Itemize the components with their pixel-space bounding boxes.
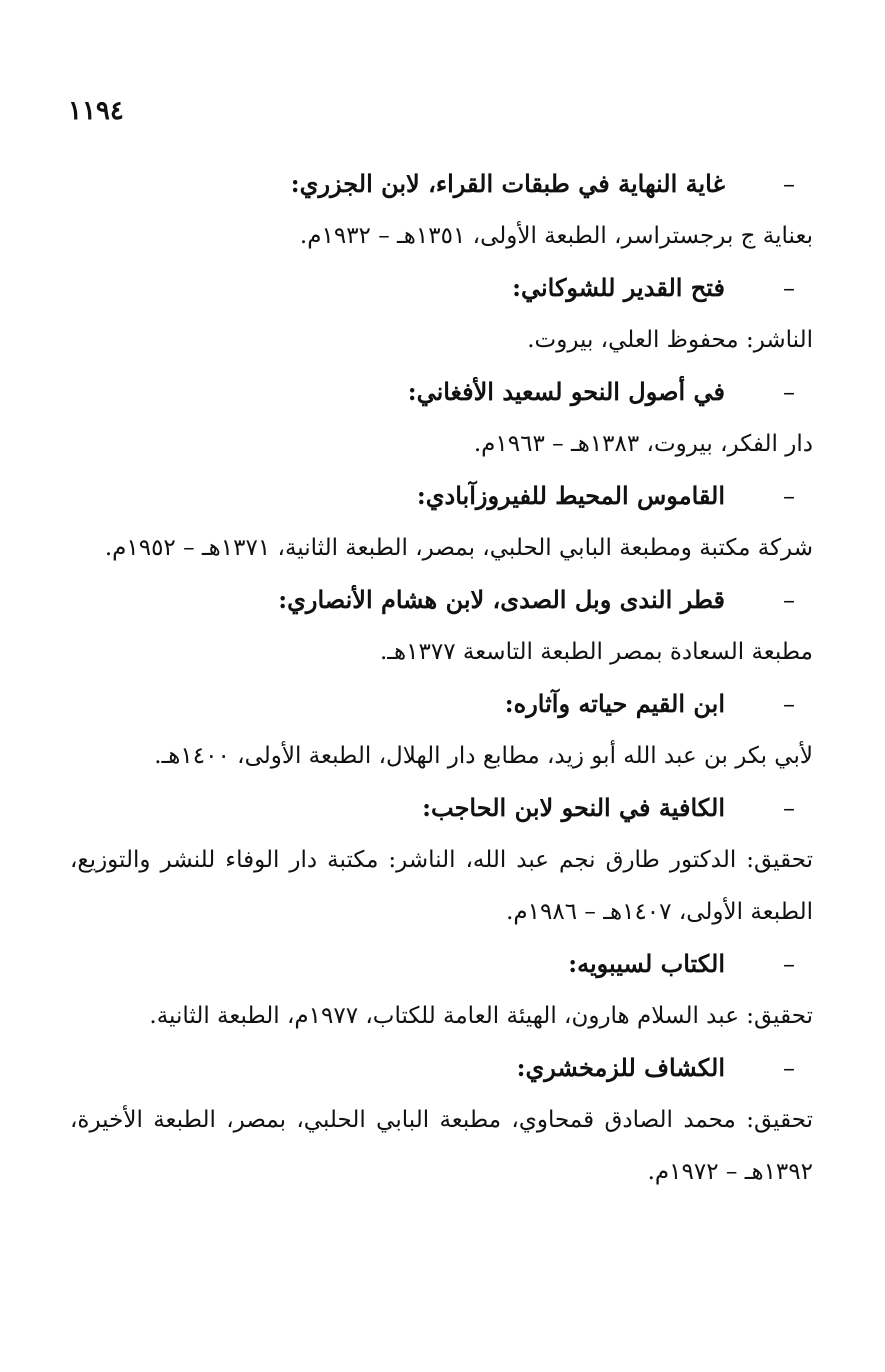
- entry-title: [70, 678, 813, 730]
- entry-title: [70, 1042, 813, 1094]
- dash-bullet: –: [783, 482, 795, 510]
- entry-title-text: القاموس المحيط للفيروزآبادي:: [416, 481, 725, 510]
- bibliography-list: [70, 158, 813, 1198]
- entry-description: تحقيق: الدكتور طارق نجم عبد الله، الناشر: مكتبة دار الوفاء للنشر والتوزيع، الطبعة الأولى، ١٤٠٧هـ – ١٩٨٦م.: [70, 847, 813, 925]
- dash-bullet: –: [783, 950, 795, 978]
- dash-bullet: –: [783, 586, 795, 614]
- bibliography-entry: [70, 678, 813, 782]
- entry-description: شركة مكتبة ومطبعة البابي الحلبي، بمصر، الطبعة الثانية، ١٣٧١هـ – ١٩٥٢م.: [104, 535, 813, 561]
- entry-description: تحقيق: محمد الصادق قمحاوي، مطبعة البابي الحلبي، بمصر، الطبعة الأخيرة، ١٣٩٢هـ – ١٩٧٢م.: [70, 1107, 813, 1185]
- entry-title: [70, 782, 813, 834]
- bibliography-entry: [70, 1042, 813, 1198]
- bibliography-entry: [70, 470, 813, 574]
- entry-title: [70, 158, 813, 210]
- entry-title-text: في أصول النحو لسعيد الأفغاني:: [407, 377, 725, 406]
- dash-bullet: –: [783, 378, 795, 406]
- entry-title: [70, 470, 813, 522]
- entry-description: تحقيق: عبد السلام هارون، الهيئة العامة للكتاب، ١٩٧٧م، الطبعة الثانية.: [149, 1003, 813, 1029]
- entry-description: الناشر: محفوظ العلي، بيروت.: [527, 327, 813, 353]
- entry-title-text: ابن القيم حياته وآثاره:: [504, 689, 725, 718]
- dash-bullet: –: [783, 1054, 795, 1082]
- entry-description: لأبي بكر بن عبد الله أبو زيد، مطابع دار الهلال، الطبعة الأولى، ١٤٠٠هـ.: [154, 743, 813, 769]
- entry-title: [70, 574, 813, 626]
- entry-description: بعناية ج برجستراسر، الطبعة الأولى، ١٣٥١هـ – ١٩٣٢م.: [299, 223, 813, 249]
- entry-title-text: الكافية في النحو لابن الحاجب:: [422, 793, 725, 822]
- entry-description: مطبعة السعادة بمصر الطبعة التاسعة ١٣٧٧هـ.: [379, 639, 813, 665]
- bibliography-entry: [70, 574, 813, 678]
- entry-title: [70, 366, 813, 418]
- entry-title-text: قطر الندى وبل الصدى، لابن هشام الأنصاري:: [278, 585, 725, 614]
- dash-bullet: –: [783, 274, 795, 302]
- bibliography-entry: [70, 158, 813, 262]
- dash-bullet: –: [783, 794, 795, 822]
- entry-description: دار الفكر، بيروت، ١٣٨٣هـ – ١٩٦٣م.: [473, 431, 813, 457]
- bibliography-entry: [70, 782, 813, 938]
- bibliography-entry: [70, 262, 813, 366]
- bibliography-entry: [70, 938, 813, 1042]
- page-number: ١١٩٤: [68, 96, 124, 126]
- entry-title-text: الكشاف للزمخشري:: [516, 1053, 725, 1082]
- entry-title-text: غاية النهاية في طبقات القراء، لابن الجزري:: [290, 169, 725, 198]
- bibliography-entry: [70, 366, 813, 470]
- entry-title: [70, 262, 813, 314]
- dash-bullet: –: [783, 690, 795, 718]
- entry-title-text: الكتاب لسيبويه:: [568, 949, 725, 978]
- entry-title-text: فتح القدير للشوكاني:: [512, 273, 725, 302]
- dash-bullet: –: [783, 170, 795, 198]
- entry-title: [70, 938, 813, 990]
